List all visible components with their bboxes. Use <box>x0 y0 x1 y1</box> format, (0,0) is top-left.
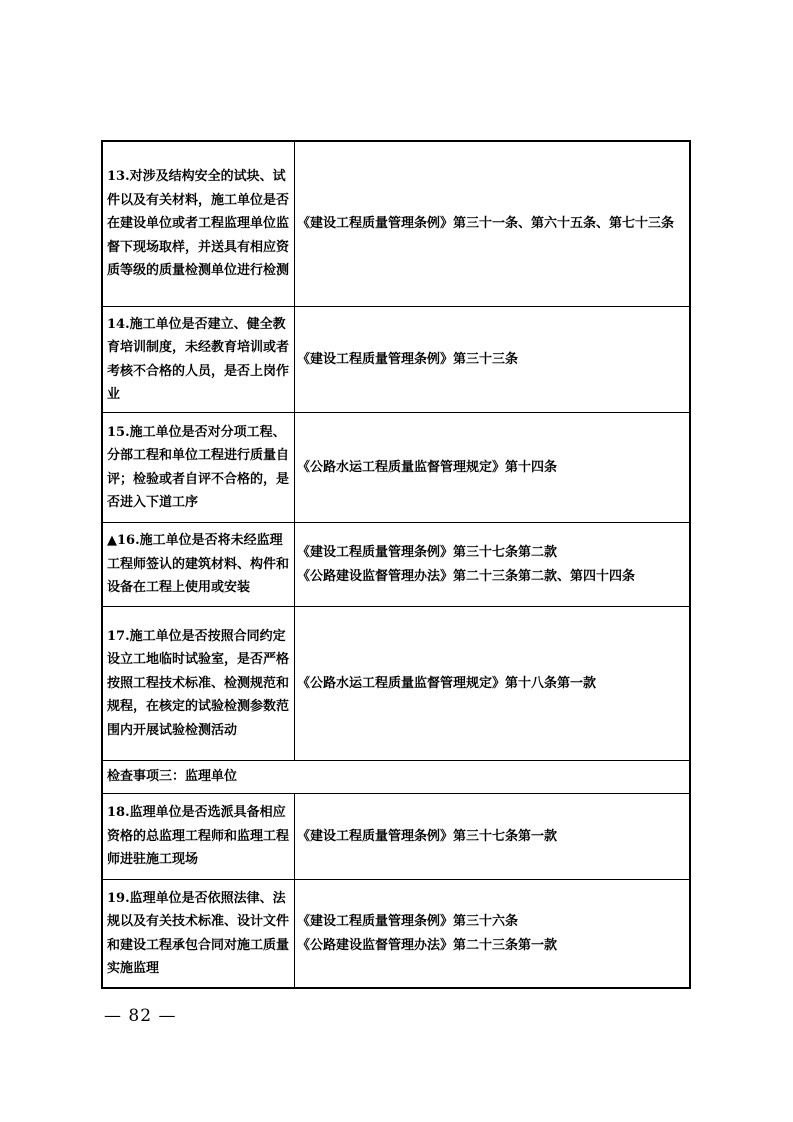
inspection-item-text: 15.施工单位是否对分项工程、分部工程和单位工程进行质量自评；检验或者自评不合格的，是否进入下道工序 <box>107 424 290 510</box>
legal-basis-line: 《建设工程质量管理条例》第三十七条第二款 <box>297 545 558 560</box>
table-row <box>103 793 689 879</box>
legal-basis-line: 《公路水运工程质量监督管理规定》第十八条第一款 <box>297 675 597 691</box>
inspection-item <box>103 794 295 879</box>
table-row <box>103 522 689 606</box>
inspection-item-text: 17.施工单位是否按照合同约定设立工地临时试验室，是否严格按照工程技术标准、检测规范和规程，在核定的试验检测参数范围内开展试验检测活动 <box>107 628 290 738</box>
legal-basis-line: 《建设工程质量管理条例》第三十一条、第六十五条、第七十三条 <box>297 216 675 232</box>
inspection-item <box>103 880 295 987</box>
legal-basis <box>295 523 689 606</box>
inspection-item-text: 18.监理单位是否选派具备相应资格的总监理工程师和监理工程师进驻施工现场 <box>107 805 290 868</box>
inspection-item <box>103 307 295 412</box>
inspection-item-text: ▲16.施工单位是否将未经监理工程师签认的建筑材料、构件和设备在工程上使用或安装 <box>107 533 290 596</box>
inspection-item <box>103 607 295 760</box>
table-row <box>103 879 689 987</box>
legal-basis-line: 《公路建设监督管理办法》第二十三条第二款、第四十四条 <box>297 568 636 584</box>
legal-basis <box>295 607 689 760</box>
page-number: — 82 — <box>104 1006 177 1026</box>
table-row <box>103 142 689 306</box>
legal-basis <box>295 880 689 987</box>
inspection-item-text: 14.施工单位是否建立、健全教育培训制度，未经教育培训或者考核不合格的人员，是否上岗作业 <box>107 316 290 402</box>
section-header-row <box>103 760 689 793</box>
legal-basis-line: 《公路水运工程质量监督管理规定》第十四条 <box>297 459 558 475</box>
legal-basis-line: 《建设工程质量管理条例》第三十三条 <box>297 351 519 367</box>
inspection-item-text: 19.监理单位是否依照法律、法规以及有关技术标准、设计文件和建设工程承包合同对施工质量实施监理 <box>107 890 290 976</box>
table-row <box>103 606 689 760</box>
legal-basis-line: 《公路建设监督管理办法》第二十三条第一款 <box>297 937 558 953</box>
legal-basis <box>295 413 689 522</box>
inspection-item <box>103 142 295 306</box>
inspection-item-text: 13.对涉及结构安全的试块、试件以及有关材料，施工单位是否在建设单位或者工程监理单位监督下现场取样，并送具有相应资质等级的质量检测单位进行检测 <box>107 169 290 279</box>
inspection-item <box>103 413 295 522</box>
legal-basis <box>295 142 689 306</box>
table-row <box>103 306 689 412</box>
legal-basis-line: 《建设工程质量管理条例》第三十七条第一款 <box>297 828 558 844</box>
inspection-table <box>101 140 691 989</box>
legal-basis <box>295 307 689 412</box>
legal-basis <box>295 794 689 879</box>
table-row <box>103 412 689 522</box>
section-header: 检查事项三：监理单位 <box>107 769 238 784</box>
legal-basis-line: 《建设工程质量管理条例》第三十六条 <box>297 914 519 929</box>
inspection-item <box>103 523 295 606</box>
